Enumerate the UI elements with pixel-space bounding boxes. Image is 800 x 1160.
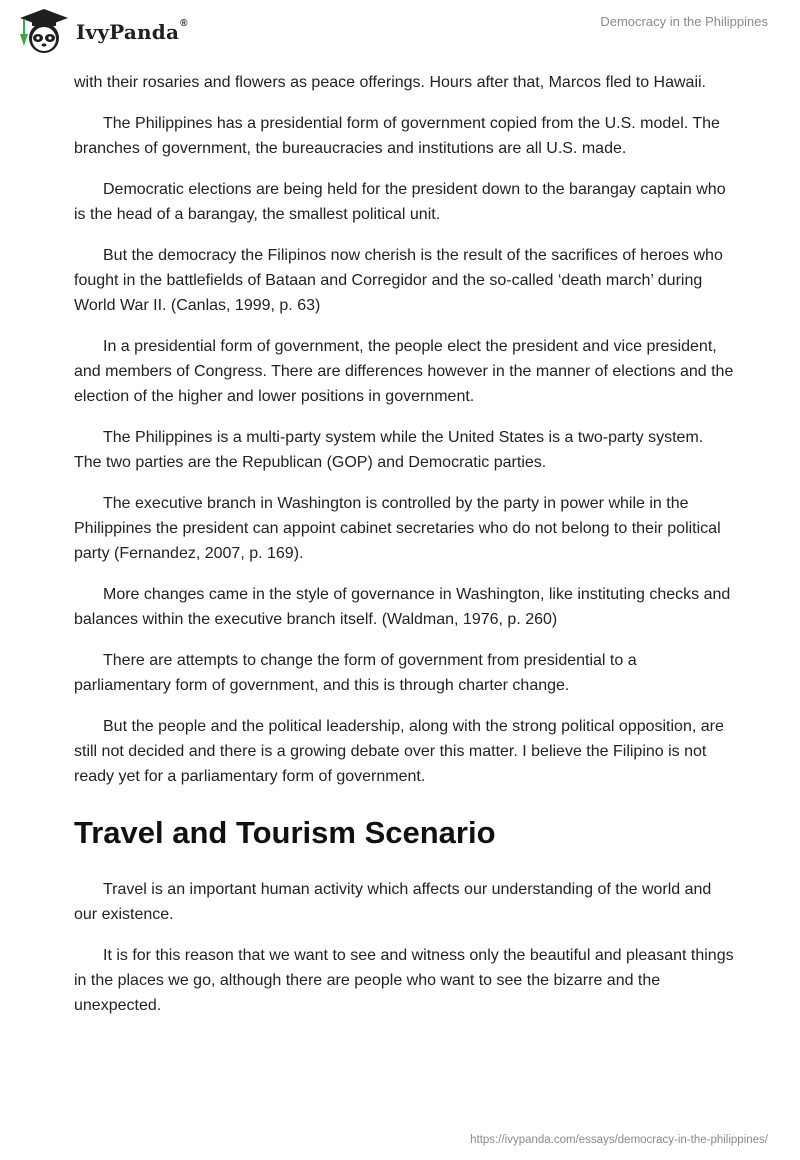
header-page-title: Democracy in the Philippines xyxy=(600,14,768,29)
paragraph: with their rosaries and flowers as peace offerings. Hours after that, Marcos fled to Hawaii. xyxy=(74,74,706,91)
paragraph: But the democracy the Filipinos now cherish is the result of the sacrifices of heroes who fought in the battlefields of Bataan and Corregidor and the so-called ‘death march’ during World War II. (Canlas, 1999, p. 63) xyxy=(74,247,723,314)
paragraph: Travel is an important human activity which affects our understanding of the world and our existence. xyxy=(74,881,712,923)
paragraph: Democratic elections are being held for the president down to the barangay captain who is the head of a barangay, the smallest political unit. xyxy=(74,181,726,223)
page-header xyxy=(0,0,800,60)
source-url[interactable]: https://ivypanda.com/essays/democracy-in-the-philippines/ xyxy=(470,1134,768,1146)
section-heading: Travel and Tourism Scenario xyxy=(74,815,496,850)
paragraph: The Philippines has a presidential form of government copied from the U.S. model. The branches of government, the bureaucracies and institutions are all U.S. made. xyxy=(74,115,720,157)
paragraph: The Philippines is a multi-party system while the United States is a two-party system. The two parties are the Republican (GOP) and Democratic parties. xyxy=(74,429,704,471)
brand-name xyxy=(76,20,188,44)
ivypanda-logo[interactable] xyxy=(14,6,188,56)
paragraph: More changes came in the style of governance in Washington, like instituting checks and balances within the executive branch itself. (Waldman, 1976, p. 260) xyxy=(74,586,731,628)
essay-content xyxy=(74,70,734,1034)
panda-graduate-icon xyxy=(14,6,74,56)
paragraph: But the people and the political leadership, along with the strong political opposition, are still not decided and there is a growing debate over this matter. I believe the Filipino is not ready yet for a parliamentary form of government. xyxy=(74,718,724,785)
paragraph: There are attempts to change the form of government from presidential to a parliamentary form of government, and this is through charter change. xyxy=(74,652,637,694)
paragraph: In a presidential form of government, the people elect the president and vice president, and members of Congress. There are differences however in the manner of elections and the election of the higher and lower positions in government. xyxy=(74,338,734,405)
paragraph: The executive branch in Washington is controlled by the party in power while in the Philippines the president can appoint cabinet secretaries who do not belong to their political party (Fernandez, 2007, p. 169). xyxy=(74,495,721,562)
brand-text: IvyPanda xyxy=(76,20,180,44)
registered-mark: ® xyxy=(180,18,188,29)
paragraph: It is for this reason that we want to see and witness only the beautiful and pleasant things in the places we go, although there are people who want to see the bizarre and the unexpected. xyxy=(74,947,734,1014)
